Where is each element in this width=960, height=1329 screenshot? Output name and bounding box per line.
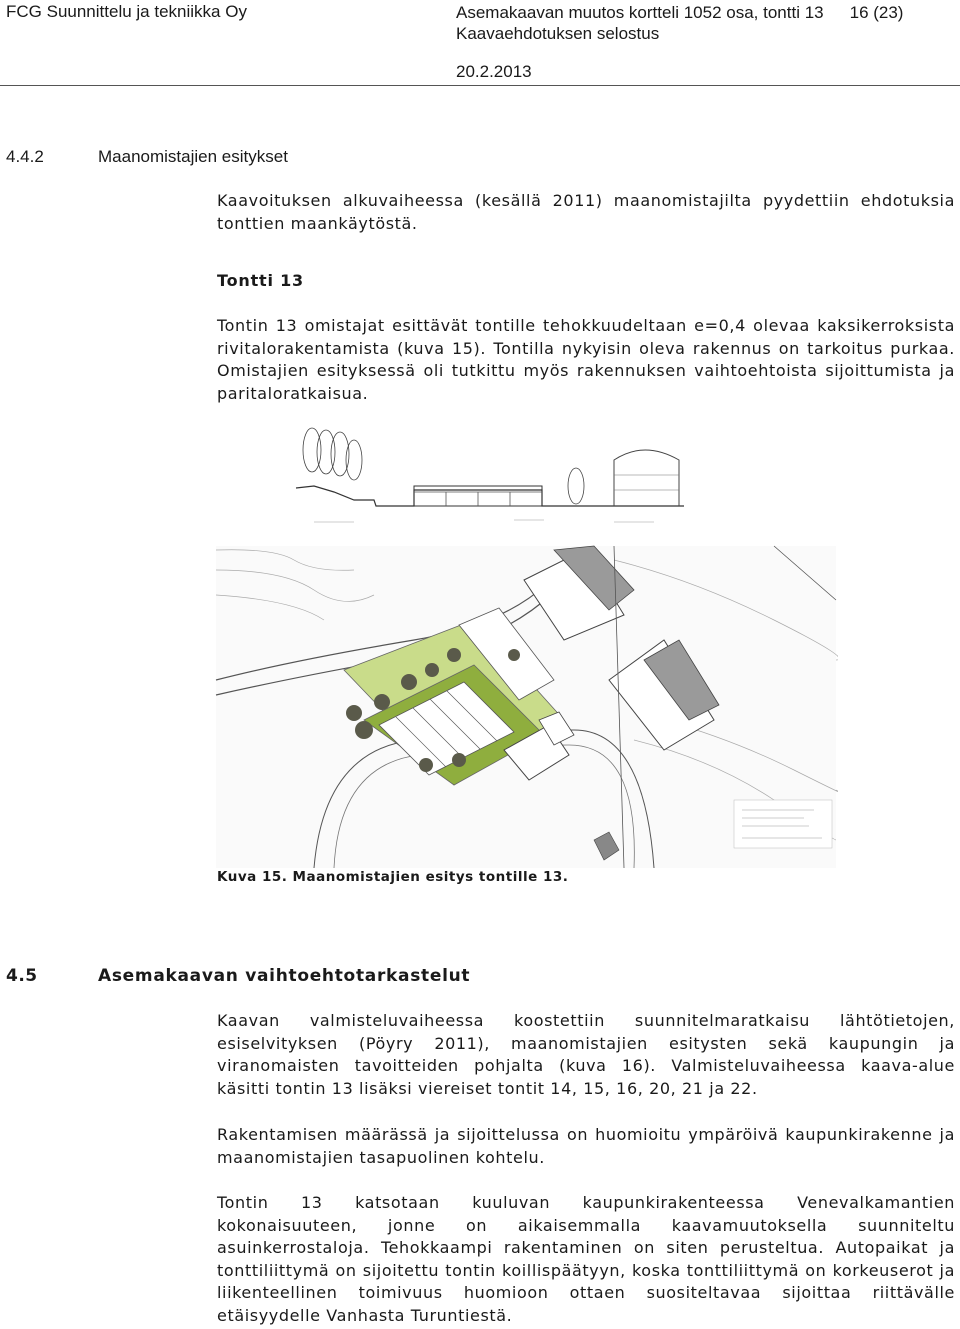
header-divider <box>0 85 960 86</box>
section-title-442: Maanomistajien esitykset <box>98 147 288 166</box>
header-date: 20.2.2013 <box>456 62 532 81</box>
section-45-paragraph-2: Rakentamisen määrässä ja sijoittelussa on huomioitu ympäröivä kaupunkirakenne ja maanomistajien tasapuolinen kohtelu. <box>217 1125 955 1167</box>
header-page-number: 16 (23) <box>849 3 904 22</box>
figure-caption: Kuva 15. Maanomistajien esitys tontille 13. <box>217 869 569 885</box>
section-45-paragraph-1: Kaavan valmisteluvaiheessa koostettiin suunnitelmaratkaisu lähtötietojen, esiselvityksen (Pöyry 2011), maanomistajien esitysten sekä kaupungin ja viranomaisten tavoitteiden pohjalta (kuva 16). Valmisteluvaiheessa kaava-alue käsitti tontin 13 lisäksi viereiset tontit 14, 15, 16, 20, 21 ja 22. <box>217 1011 955 1098</box>
section-45-paragraph-3: Tontin 13 katsotaan kuuluvan kaupunkirakenteessa Venevalkamantien kokonaisuuteen, jonne on aikaisemmalla kaavamuutoksella suunniteltu asuinkerrostaloja. Tehokkaampi rakentaminen on siten perusteltua. Autopaikat ja tonttiliittymä on sijoitettu tontin koillispäätyyn, koska tonttiliittymä on korkeuserot ja liikenteellinen toimivuus huomioon ottaen suositeltavaa sijoittaa riittävälle etäisyydelle Vanhasta Turuntiestä. <box>217 1193 955 1325</box>
header-subtitle: Kaavaehdotuksen selostus <box>456 24 660 43</box>
section-title-45: Asemakaavan vaihtoehtotarkastelut <box>98 966 471 986</box>
section-442-body: Tontin 13 omistajat esittävät tontille tehokkuudeltaan e=0,4 olevaa kaksikerroksista rivitalorakentamista (kuva 15). Tontilla nykyisin oleva rakennus on tarkoitus purkaa. Omistajien esityksessä oli tutkittu myös rakennuksen vaihtoehtoista sijoittumista ja paritaloratkaisua. <box>217 316 955 403</box>
site-plan-figure <box>214 420 838 870</box>
elevation-drawing <box>296 428 684 522</box>
section-442-intro: Kaavoituksen alkuvaiheessa (kesällä 2011) maanomistajilta pyydettiin ehdotuksia tonttien maankäytöstä. <box>217 191 955 233</box>
header-right <box>456 2 903 44</box>
section-number-442: 4.4.2 <box>6 147 44 166</box>
header-title: Asemakaavan muutos kortteli 1052 osa, tontti 13 <box>456 3 824 22</box>
subheading-tontti-13: Tontti 13 <box>217 271 304 290</box>
section-number-45: 4.5 <box>6 966 38 986</box>
site-plan-map <box>216 546 838 868</box>
header-company: FCG Suunnittelu ja tekniikka Oy <box>6 2 247 21</box>
